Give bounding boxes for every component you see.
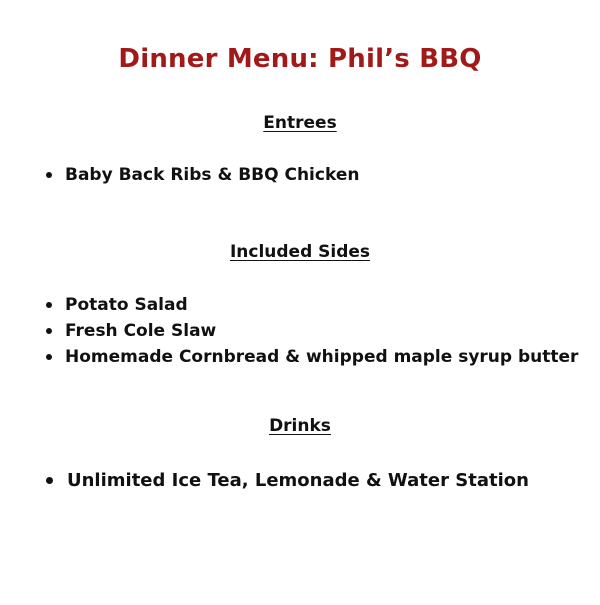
included-sides-list bbox=[65, 292, 578, 370]
list-item: Unlimited Ice Tea, Lemonade & Water Station bbox=[67, 468, 529, 494]
entrees-list bbox=[65, 162, 359, 188]
list-item: Homemade Cornbread & whipped maple syrup butter bbox=[65, 344, 578, 370]
list-item: Fresh Cole Slaw bbox=[65, 318, 578, 344]
section-heading-entrees: Entrees bbox=[263, 113, 337, 133]
list-item: Potato Salad bbox=[65, 292, 578, 318]
section-heading-included-sides: Included Sides bbox=[229, 242, 371, 262]
list-item: Baby Back Ribs & BBQ Chicken bbox=[65, 162, 359, 188]
menu-title: Dinner Menu: Phil’s BBQ bbox=[118, 44, 482, 74]
drinks-list bbox=[67, 468, 529, 494]
section-heading-drinks: Drinks bbox=[269, 416, 331, 436]
